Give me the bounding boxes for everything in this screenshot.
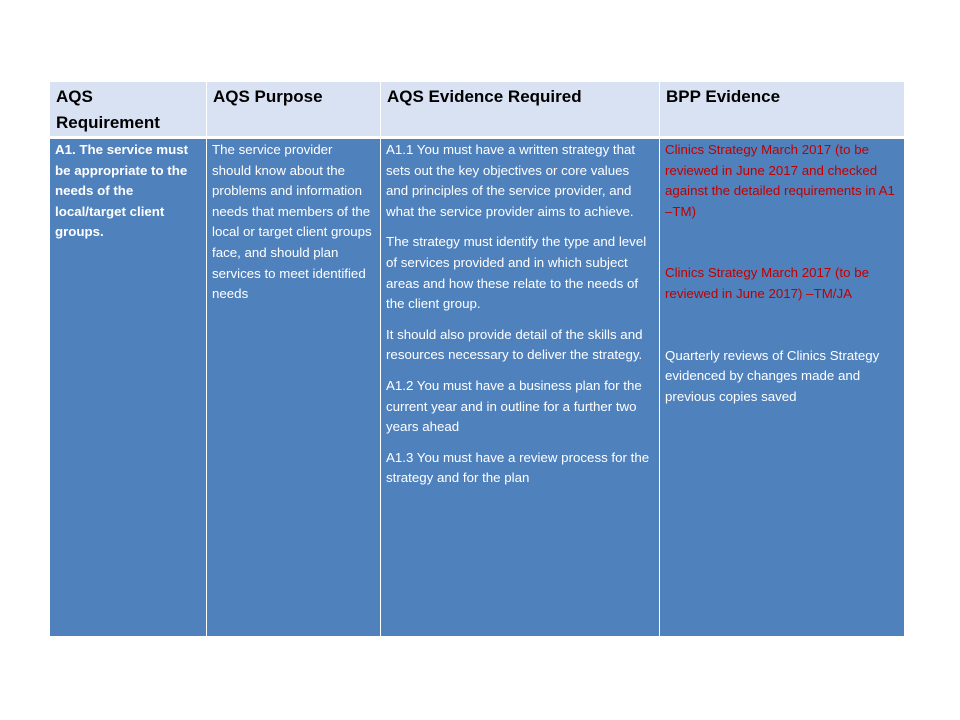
- header-aqs-requirement: AQS Requirement: [50, 82, 207, 138]
- header-bpp-evidence: BPP Evidence: [660, 82, 905, 138]
- evidence-paragraph: The strategy must identify the type and level of services provided and in which subject areas and how these relate to the needs of the client group.: [386, 234, 647, 312]
- bpp-evidence-item: Clinics Strategy March 2017 (to be reviewed in June 2017 and checked against the detailed requirements in A1 –TM): [665, 142, 895, 219]
- evidence-paragraph: A1.3 You must have a review process for the strategy and for the plan: [386, 449, 650, 486]
- cell-purpose: The service provider should know about the problems and information needs that members of the local or target client groups face, and should plan services to meet identified needs: [207, 138, 381, 637]
- cell-evidence-required: [381, 138, 660, 637]
- cell-bpp-evidence: [660, 138, 905, 637]
- evidence-paragraph: It should also provide detail of the skills and resources necessary to deliver the strategy.: [386, 326, 643, 363]
- evidence-paragraph: A1.1 You must have a written strategy that sets out the key objectives or core values and principles of the service provider, and what the service provider aims to achieve.: [386, 142, 636, 219]
- cell-requirement: A1. The service must be appropriate to the needs of the local/target client groups.: [50, 138, 207, 637]
- table-header-row: [50, 82, 905, 138]
- bpp-evidence-item: Clinics Strategy March 2017 (to be reviewed in June 2017) –TM/JA: [665, 265, 869, 301]
- aqs-table: [49, 81, 905, 637]
- table-row: [50, 138, 905, 637]
- header-aqs-purpose: AQS Purpose: [207, 82, 381, 138]
- bpp-evidence-item: Quarterly reviews of Clinics Strategy evidenced by changes made and previous copies saved: [665, 347, 880, 404]
- evidence-paragraph: A1.2 You must have a business plan for the current year and in outline for a further two years ahead: [386, 377, 642, 435]
- header-aqs-evidence-required: AQS Evidence Required: [381, 82, 660, 138]
